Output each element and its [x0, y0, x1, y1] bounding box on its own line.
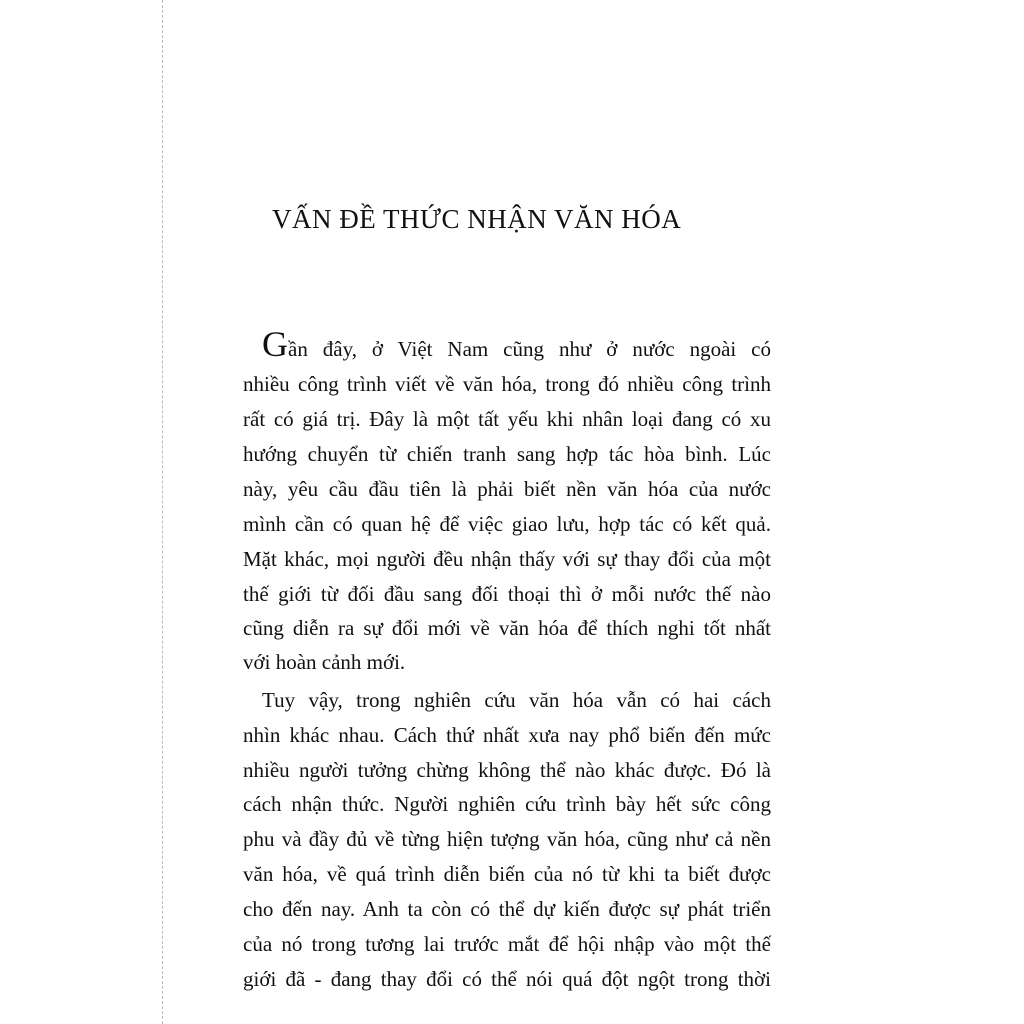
text-line: nhiều công trình viết về văn hóa, trong đó nhiều công trình: [243, 372, 771, 396]
text-line: mình cần có quan hệ để việc giao lưu, hợp tác có kết quả.: [243, 512, 771, 536]
text-line: rất có giá trị. Đây là một tất yếu khi nhân loại đang có xu: [243, 407, 771, 431]
text-line: của nó trong tương lai trước mắt để hội nhập vào một thế: [243, 932, 771, 956]
text-line: văn hóa, về quá trình diễn biến của nó từ khi ta biết được: [243, 862, 771, 886]
page-edge-line: [162, 0, 163, 1024]
text-line: Tuy vậy, trong nghiên cứu văn hóa vẫn có hai cách: [262, 688, 771, 712]
chapter-title: VẤN ĐỀ THỨC NHẬN VĂN HÓA: [272, 204, 682, 234]
text-line: thế giới từ đối đầu sang đối thoại thì ở mỗi nước thế nào: [243, 582, 771, 606]
text-line: với hoàn cảnh mới.: [243, 650, 406, 674]
text-line: cho đến nay. Anh ta còn có thể dự kiến được sự phát triển: [243, 897, 771, 921]
text-line: hướng chuyển từ chiến tranh sang hợp tác hòa bình. Lúc: [243, 442, 771, 466]
text-line: phu và đầy đủ về từng hiện tượng văn hóa, cũng như cả nền: [243, 827, 771, 851]
text-line: Mặt khác, mọi người đều nhận thấy với sự thay đổi của một: [243, 547, 771, 571]
text-line: cũng diễn ra sự đổi mới về văn hóa để thích nghi tốt nhất: [243, 616, 771, 640]
text-span: ần đây, ở Việt Nam cũng như ở nước ngoài có: [288, 337, 771, 361]
text-line: này, yêu cầu đầu tiên là phải biết nền văn hóa của nước: [243, 477, 771, 501]
text-line: cách nhận thức. Người nghiên cứu trình bày hết sức công: [243, 792, 771, 816]
text-line: giới đã - đang thay đổi có thể nói quá đột ngột trong thời: [243, 967, 771, 991]
text-line: nhìn khác nhau. Cách thứ nhất xưa nay phổ biến đến mức: [243, 723, 771, 747]
drop-cap: G: [262, 324, 288, 364]
text-line: nhiều người tưởng chừng không thể nào khác được. Đó là: [243, 758, 771, 782]
text-line: [262, 324, 771, 364]
